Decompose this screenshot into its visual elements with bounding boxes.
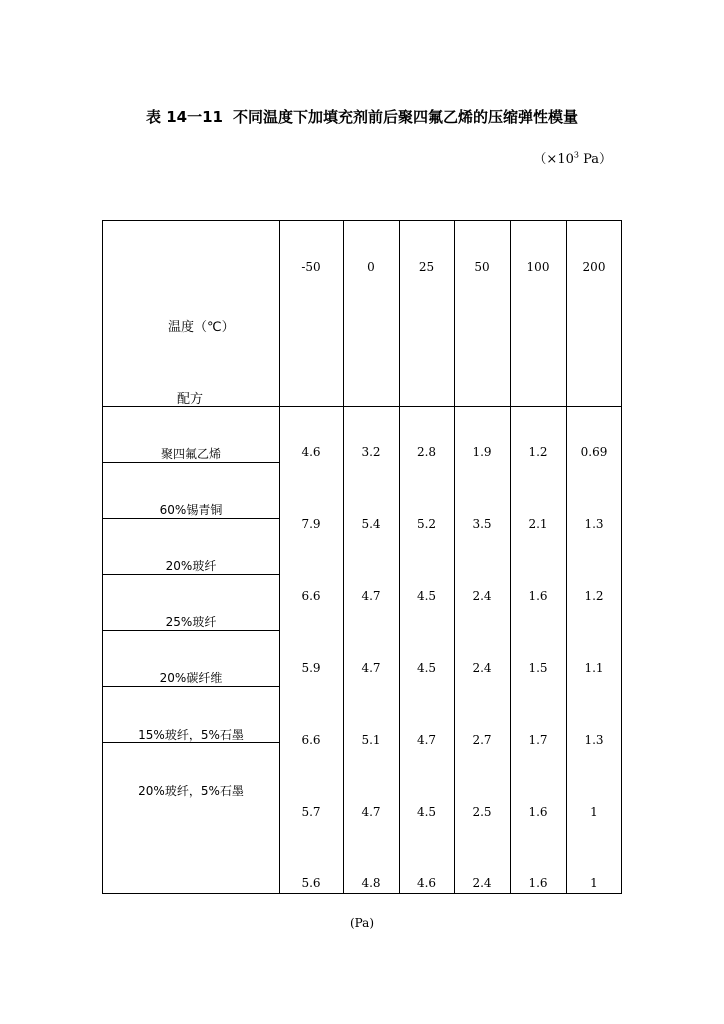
row-label: 15%玻纤，5%石墨 bbox=[138, 728, 244, 742]
table-cell: 2.4 bbox=[472, 589, 492, 603]
table-cell: 5.1 bbox=[361, 733, 381, 747]
table-cell: 5.7 bbox=[301, 805, 321, 819]
table-cell: 1.5 bbox=[528, 661, 548, 675]
table-cell: 1.1 bbox=[584, 661, 604, 675]
unit-label bbox=[533, 148, 612, 167]
column-divider bbox=[566, 220, 567, 894]
footer-unit-note: (Pa) bbox=[349, 916, 375, 930]
row-label: 20%碳纤维 bbox=[159, 671, 223, 685]
temperature-header-label: 温度（℃） bbox=[168, 320, 235, 335]
table-cell: 1 bbox=[590, 876, 598, 890]
table-cell: 4.6 bbox=[301, 445, 321, 459]
row-label: 25%玻纤 bbox=[165, 615, 217, 629]
row-divider bbox=[102, 630, 280, 631]
table-cell: 3.2 bbox=[361, 445, 381, 459]
table-title-text: 不同温度下加填充剂前后聚四氟乙烯的压缩弹性模量 bbox=[232, 108, 578, 126]
table-cell: 4.7 bbox=[361, 805, 381, 819]
row-label: 60%锡青铜 bbox=[159, 503, 223, 517]
table-cell: 4.5 bbox=[416, 805, 437, 819]
table-cell: 1.9 bbox=[472, 445, 492, 459]
row-divider bbox=[102, 686, 280, 687]
table-number: 表 14一11 bbox=[146, 108, 223, 126]
table-cell: 5.4 bbox=[361, 517, 381, 531]
table-cell: 6.6 bbox=[301, 589, 321, 603]
table-cell: 1.6 bbox=[528, 589, 548, 603]
row-divider bbox=[102, 462, 280, 463]
table-cell: 0.69 bbox=[580, 445, 608, 459]
unit-exponent: 3 bbox=[573, 150, 579, 160]
temperature-header: 100 bbox=[526, 260, 550, 274]
formula-header-label: 配方 bbox=[177, 392, 204, 407]
table-cell: 2.7 bbox=[472, 733, 492, 747]
table-cell: 6.6 bbox=[301, 733, 321, 747]
table-cell: 1.6 bbox=[528, 805, 548, 819]
table-cell: 1.3 bbox=[584, 517, 604, 531]
unit-prefix: （×10 bbox=[533, 152, 574, 167]
table-cell: 2.8 bbox=[416, 445, 437, 459]
table-cell: 5.2 bbox=[416, 517, 437, 531]
temperature-header: 50 bbox=[474, 260, 490, 274]
table-cell: 4.6 bbox=[416, 876, 437, 890]
table-cell: 4.5 bbox=[416, 589, 437, 603]
row-label: 20%玻纤 bbox=[165, 559, 217, 573]
table-cell: 7.9 bbox=[301, 517, 321, 531]
table-cell: 1.2 bbox=[528, 445, 548, 459]
table-cell: 4.8 bbox=[361, 876, 381, 890]
table-cell: 1.7 bbox=[528, 733, 548, 747]
column-divider bbox=[454, 220, 455, 894]
table-cell: 5.9 bbox=[301, 661, 321, 675]
row-label: 聚四氟乙烯 bbox=[160, 447, 221, 461]
table-cell: 4.5 bbox=[416, 661, 437, 675]
table-cell: 4.7 bbox=[416, 733, 437, 747]
temperature-header: -50 bbox=[301, 260, 321, 274]
temperature-header: 0 bbox=[367, 260, 375, 274]
row-label: 20%玻纤，5%石墨 bbox=[138, 784, 244, 798]
table-cell: 2.4 bbox=[472, 876, 492, 890]
table-cell: 4.7 bbox=[361, 589, 381, 603]
column-divider bbox=[343, 220, 344, 894]
row-divider bbox=[102, 574, 280, 575]
table-cell: 1.2 bbox=[584, 589, 604, 603]
table-cell: 2.5 bbox=[472, 805, 492, 819]
column-divider bbox=[510, 220, 511, 894]
table-cell: 1.6 bbox=[528, 876, 548, 890]
unit-suffix: Pa） bbox=[578, 152, 612, 167]
table-cell: 1 bbox=[590, 805, 598, 819]
table-cell: 2.4 bbox=[472, 661, 492, 675]
table-cell: 2.1 bbox=[528, 517, 548, 531]
column-divider bbox=[399, 220, 400, 894]
table-title bbox=[0, 106, 724, 127]
temperature-header: 25 bbox=[418, 260, 435, 274]
row-divider bbox=[102, 518, 280, 519]
temperature-header: 200 bbox=[582, 260, 606, 274]
table-cell: 1.3 bbox=[584, 733, 604, 747]
table-cell: 3.5 bbox=[472, 517, 492, 531]
table-cell: 5.6 bbox=[301, 876, 321, 890]
table-cell: 4.7 bbox=[361, 661, 381, 675]
